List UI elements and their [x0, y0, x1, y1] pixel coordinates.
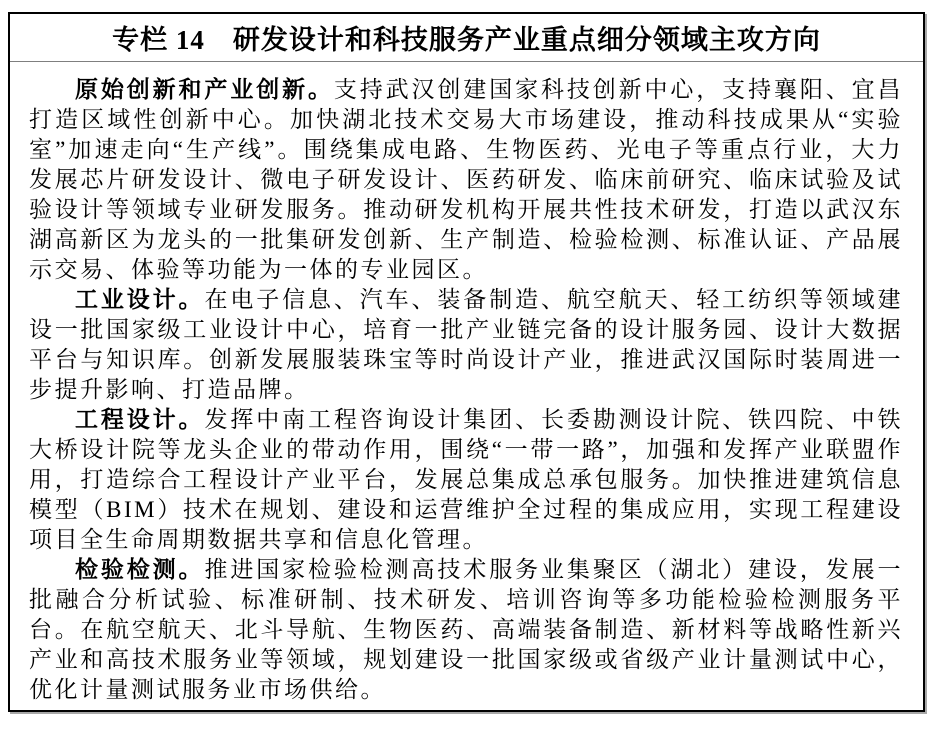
paragraph-industrial-design: [29, 285, 903, 405]
paragraph-text: 在电子信息、汽车、装备制造、航空航天、轻工纺织等领域建设一批国家级工业设计中心，培育一批产业链完备的设计服务园、设计大数据平台与知识库。创新发展服装珠宝等时尚设计产业，推进武汉国际时装周进一步提升影响、打造品牌。: [29, 287, 904, 402]
panel-title: 专栏 14 研发设计和科技服务产业重点细分领域主攻方向: [10, 14, 923, 62]
panel-body: [10, 62, 923, 705]
paragraph-text: 支持武汉创建国家科技创新中心，支持襄阳、宜昌打造区域性创新中心。加快湖北技术交易大市场建设，推动科技成果从“实验室”加速走向“生产线”。围绕集成电路、生物医药、光电子等重点行业，大力发展芯片研发设计、微电子研发设计、医药研发、临床前研究、临床试验及试验设计等领域专业研发服务。推动研发机构开展共性技术研发，打造以武汉东湖高新区为龙头的一批集研发创新、生产制造、检验检测、标准认证、产品展示交易、体验等功能为一体的专业园区。: [29, 77, 904, 282]
paragraph-lead: 检验检测。: [75, 557, 205, 582]
paragraph-text: 发挥中南工程咨询设计集团、长委勘测设计院、铁四院、中铁大桥设计院等龙头企业的带动作用，围绕“一带一路”，加强和发挥产业联盟作用，打造综合工程设计产业平台，发展总集成总承包服务。加快推进建筑信息模型（BIM）技术在规划、建设和运营维护全过程的集成应用，实现工程建设项目全生命周期数据共享和信息化管理。: [29, 407, 904, 552]
paragraph-original-innovation: [29, 75, 903, 285]
paragraph-engineering-design: [29, 405, 903, 555]
paragraph-lead: 工业设计。: [75, 287, 205, 312]
paragraph-lead: 工程设计。: [75, 407, 205, 432]
policy-column-box: [8, 12, 925, 712]
paragraph-lead: 原始创新和产业创新。: [75, 77, 334, 102]
paragraph-text: 推进国家检验检测高技术服务业集聚区（湖北）建设，发展一批融合分析试验、标准研制、技术研发、培训咨询等多功能检验检测服务平台。在航空航天、北斗导航、生物医药、高端装备制造、新材料等战略性新兴产业和高技术服务业等领域，规划建设一批国家级或省级产业计量测试中心，优化计量测试服务业市场供给。: [29, 557, 904, 702]
paragraph-inspection-testing: [29, 555, 903, 705]
